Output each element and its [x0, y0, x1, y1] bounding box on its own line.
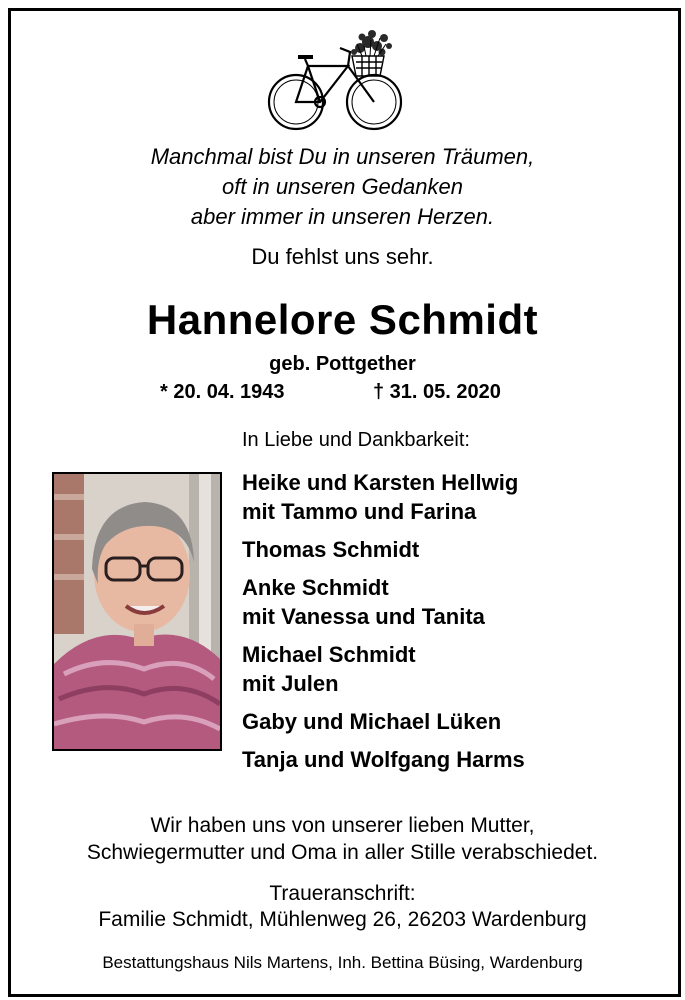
mourner-line: Tanja und Wolfgang Harms: [242, 747, 525, 772]
poem-line: aber immer in unseren Herzen.: [190, 204, 495, 229]
death-date: † 31. 05. 2020: [373, 381, 501, 403]
farewell-message: [0, 812, 685, 866]
funeral-home: Bestattungshaus Nils Martens, Inh. Bettina Büsing, Wardenburg: [102, 953, 583, 972]
mourner-group: [242, 535, 525, 564]
poem-line: oft in unseren Gedanken: [222, 174, 463, 199]
birth-date: * 20. 04. 1943: [160, 381, 285, 403]
condolence-address: [0, 881, 685, 933]
mourner-line: Heike und Karsten Hellwig: [242, 470, 519, 495]
mourner-group: [242, 707, 525, 736]
mourner-line: Anke Schmidt: [242, 575, 389, 600]
intro-text: In Liebe und Dankbarkeit:: [242, 429, 470, 451]
mourner-group: [242, 745, 525, 774]
portrait-photo: [52, 472, 222, 751]
mourner-line: mit Tammo und Farina: [242, 499, 477, 524]
birth-name: geb. Pottgether: [269, 353, 416, 375]
mourner-line: Gaby und Michael Lüken: [242, 709, 502, 734]
mourner-line: mit Julen: [242, 671, 339, 696]
mourner-line: mit Vanessa und Tanita: [242, 604, 485, 629]
memorial-poem: [0, 142, 685, 232]
address-label: Traueranschrift:: [269, 882, 416, 905]
bicycle-icon: [258, 26, 428, 136]
mourner-line: Thomas Schmidt: [242, 537, 420, 562]
message-line: Wir haben uns von unserer lieben Mutter,: [150, 814, 535, 837]
poem-line: Manchmal bist Du in unseren Träumen,: [150, 144, 535, 169]
mourner-group: [242, 573, 525, 631]
mourner-group: [242, 640, 525, 698]
deceased-name: Hannelore Schmidt: [146, 296, 539, 343]
miss-text: Du fehlst uns sehr.: [251, 244, 434, 269]
message-line: Schwiegermutter und Oma in aller Stille verabschiedet.: [86, 841, 599, 864]
mourner-line: Michael Schmidt: [242, 642, 416, 667]
mourners-list: [242, 468, 525, 783]
mourner-group: [242, 468, 525, 526]
address-text: Familie Schmidt, Mühlenweg 26, 26203 Wardenburg: [98, 908, 587, 931]
